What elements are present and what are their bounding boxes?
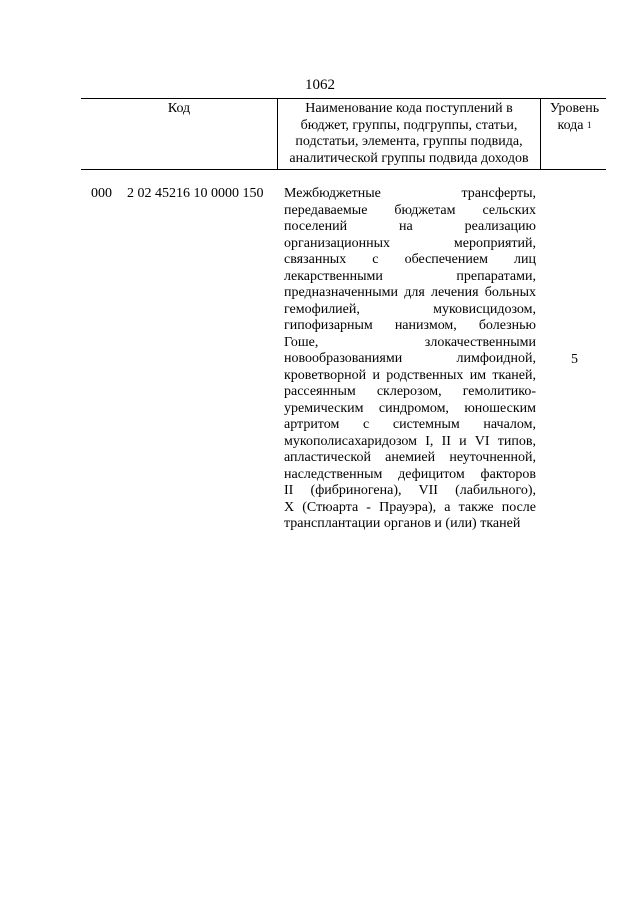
row-name-line: Межбюджетные трансферты, — [284, 186, 536, 201]
row-level: 5 — [571, 352, 578, 367]
header-name-line: аналитической группы подвида доходов — [289, 150, 529, 166]
row-name-line: апластической анемией неуточненной, — [284, 450, 536, 465]
row-name-line: гипофизарным нанизмом, болезнью — [284, 318, 536, 333]
header-level — [543, 101, 606, 134]
column-divider — [277, 99, 278, 169]
row-name — [284, 186, 536, 533]
header-name-line: Наименование кода поступлений в — [305, 101, 513, 116]
row-name-line: поселений на реализацию — [284, 219, 536, 234]
income-code-table — [81, 98, 607, 588]
header-code: Код — [167, 101, 191, 116]
row-code-prefix: 000 — [91, 186, 112, 201]
row-name-line: рассеянным склерозом, гемолитико- — [284, 384, 536, 399]
row-name-line: уремическим синдромом, юношеским — [284, 400, 536, 416]
header-level-line — [543, 118, 606, 135]
header-name-line: бюджет, группы, подгруппы, статьи, — [300, 117, 518, 133]
row-name-line: связанных с обеспечением лиц — [284, 252, 536, 267]
footnote-marker: 1 — [587, 119, 592, 130]
row-name-line: гемофилией, муковисцидозом, — [284, 301, 536, 317]
column-divider — [540, 99, 541, 169]
row-name-line: кроветворной и родственных им тканей, — [284, 367, 536, 383]
row-name-line: новообразованиями лимфоидной, — [284, 351, 536, 366]
row-name-line: трансплантации органов и (или) тканей — [284, 516, 521, 531]
row-name-line: артритом с системным началом, — [284, 417, 536, 432]
row-name-line: мукополисахаридозом I, II и VI типов, — [284, 433, 536, 449]
table-header — [81, 98, 606, 170]
row-name-line: передаваемые бюджетам сельских — [284, 202, 536, 218]
row-name-line: X (Стюарта - Прауэра), а также после — [284, 499, 536, 515]
header-level-text: кода — [557, 117, 584, 133]
row-name-line: наследственным дефицитом факторов — [284, 466, 536, 482]
header-level-line: Уровень — [549, 101, 600, 116]
row-name-line: II (фибриногена), VII (лабильного), — [284, 483, 536, 498]
header-name-line: подстатьи, элемента, группы подвида, — [295, 134, 523, 149]
header-name — [281, 101, 537, 167]
row-name-line: Гоше, злокачественными — [284, 334, 536, 350]
row-code: 2 02 45216 10 0000 150 — [127, 186, 264, 201]
page-number: 1062 — [305, 77, 335, 93]
row-name-line: организационных мероприятий, — [284, 235, 536, 251]
row-name-line: лекарственными препаратами, — [284, 268, 536, 284]
row-name-line: предназначенными для лечения больных — [284, 285, 536, 300]
